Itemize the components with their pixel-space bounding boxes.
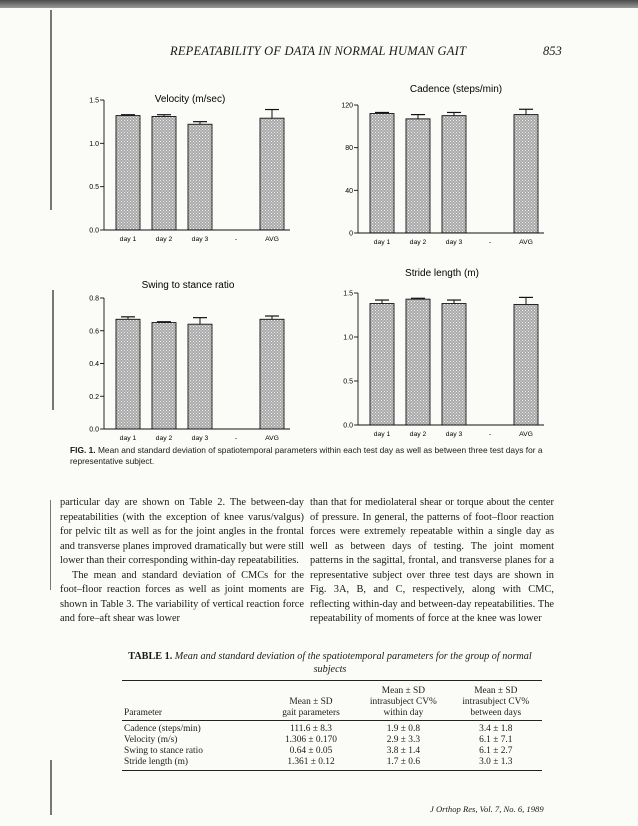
y-tick-label: 1.0 <box>89 140 99 148</box>
scan-margin-line <box>50 760 52 815</box>
table-cell: 111.6 ± 8.3 <box>290 724 332 734</box>
y-tick-label: 0.0 <box>89 426 99 434</box>
chart-title: Velocity (m/sec) <box>154 94 226 105</box>
table-cell: 3.4 ± 1.8 <box>479 724 513 734</box>
y-tick-label: 0.0 <box>343 422 353 430</box>
table-row <box>122 721 542 736</box>
table-cell: 3.0 ± 1.3 <box>450 757 542 771</box>
col-header-line: Mean ± SD <box>474 686 518 696</box>
body-column-right <box>310 496 554 627</box>
running-head: REPEATABILITY OF DATA IN NORMAL HUMAN GAIT <box>170 44 467 58</box>
table-cell: 1.7 ± 0.6 <box>357 757 449 771</box>
swing-stance-chart <box>70 272 310 447</box>
x-tick-label: AVG <box>519 239 533 246</box>
x-tick-label: day 1 <box>119 236 137 243</box>
y-tick-label: 0.5 <box>343 378 353 386</box>
col-header-line: intrasubject CV% <box>369 697 437 707</box>
bar <box>188 124 212 230</box>
x-tick-label: day 2 <box>155 435 173 442</box>
bar <box>152 116 176 230</box>
y-tick-label: 120 <box>341 102 353 110</box>
x-tick-label: - <box>234 435 238 442</box>
x-tick-label: day 3 <box>191 236 209 243</box>
col-header-between-days <box>450 681 542 721</box>
x-tick-label: - <box>234 236 238 243</box>
chart-title: Swing to stance ratio <box>141 280 235 291</box>
bar <box>442 304 466 425</box>
table-cell: 1.361 ± 0.12 <box>265 757 357 771</box>
col-header-gait <box>265 681 357 721</box>
bar <box>442 116 466 233</box>
y-tick-label: 0.0 <box>89 227 99 235</box>
y-tick-label: 0.8 <box>89 295 99 303</box>
bar <box>152 323 176 429</box>
scan-margin-line <box>50 500 51 590</box>
col-header-line: between days <box>470 708 522 718</box>
table-row <box>122 735 542 746</box>
bar <box>116 116 140 230</box>
bar <box>260 319 284 429</box>
bar <box>406 119 430 233</box>
x-tick-label: - <box>488 431 492 438</box>
table-title: Mean and standard deviation of the spatiotemporal parameters for the group of normal subjects <box>174 651 532 675</box>
col-header-line: Mean ± SD <box>289 697 333 707</box>
figure-label: FIG. 1. <box>70 445 96 455</box>
col-header-line: gait parameters <box>282 708 340 718</box>
x-tick-label: day 1 <box>373 239 391 246</box>
table-cell: 3.8 ± 1.4 <box>386 746 421 756</box>
journal-footer: J Orthop Res, Vol. 7, No. 6, 1989 <box>430 804 544 814</box>
table-cell: 2.9 ± 3.3 <box>386 735 421 745</box>
chart-title: Cadence (steps/min) <box>409 84 503 95</box>
body-column-left <box>60 496 304 627</box>
col-header-line: Mean ± SD <box>381 686 425 696</box>
x-tick-label: day 1 <box>119 435 137 442</box>
table-cell: 1.306 ± 0.170 <box>284 735 337 745</box>
y-tick-label: 0.2 <box>89 393 99 401</box>
x-tick-label: day 2 <box>409 239 427 246</box>
y-tick-label: 1.5 <box>89 97 99 105</box>
x-tick-label: day 3 <box>445 239 463 246</box>
col-header-line: within day <box>383 708 424 718</box>
x-tick-label: AVG <box>265 435 279 442</box>
table-cell: 0.64 ± 0.05 <box>289 746 333 756</box>
table-cell: 6.1 ± 7.1 <box>479 735 513 745</box>
x-tick-label: - <box>488 239 492 246</box>
table-cell: Stride length (m) <box>122 757 265 771</box>
y-tick-label: 0.6 <box>89 328 99 336</box>
scan-margin-line <box>50 10 52 210</box>
table-cell: Swing to stance ratio <box>124 746 203 756</box>
body-paragraph: particular day are shown on Table 2. The between-day repeatabilities (with the exception of knee varus/valgus) for pelvic tilt as well as for the joint angles in the frontal and transverse planes improved dramatically but were still lower than their corresponding within-day repeatabilities. <box>60 497 304 566</box>
col-header-parameter <box>122 681 265 721</box>
table-cell: 1.9 ± 0.8 <box>386 724 421 734</box>
col-header-line: intrasubject CV% <box>462 697 530 707</box>
y-tick-label: 1.0 <box>343 334 353 342</box>
bar <box>370 114 394 233</box>
velocity-chart <box>70 78 310 253</box>
x-tick-label: AVG <box>265 236 279 243</box>
table-label: TABLE 1. <box>128 651 173 662</box>
y-tick-label: 1.5 <box>343 290 353 298</box>
table-caption <box>120 650 540 676</box>
x-tick-label: day 2 <box>409 431 427 438</box>
bar <box>406 299 430 425</box>
x-tick-label: day 3 <box>191 435 209 442</box>
table-cell: Velocity (m/s) <box>124 735 178 745</box>
table-header-row <box>122 681 542 721</box>
bar <box>370 304 394 425</box>
y-tick-label: 80 <box>345 145 353 153</box>
bar <box>260 118 284 230</box>
scan-top-band <box>0 0 638 8</box>
stride-length-chart <box>324 262 564 447</box>
col-header-line: Parameter <box>124 708 162 718</box>
table-1 <box>122 680 542 771</box>
y-tick-label: 0.5 <box>89 184 99 192</box>
table-row <box>122 757 542 771</box>
page-number: 853 <box>543 44 562 58</box>
cadence-chart <box>324 78 564 253</box>
scan-margin-line <box>52 290 54 410</box>
body-paragraph: The mean and standard deviation of CMCs for the foot–floor reaction forces as well as joint moments are shown in Table 3. The variability of vertical reaction force and fore–aft shear was lower <box>60 569 304 624</box>
figure-caption-text: Mean and standard deviation of spatiotemporal parameters within each test day as well as between three test days for a representative subject. <box>70 445 543 466</box>
table-cell: Cadence (steps/min) <box>124 724 201 734</box>
x-tick-label: AVG <box>519 431 533 438</box>
bar <box>514 115 538 233</box>
x-tick-label: day 3 <box>445 431 463 438</box>
y-tick-label: 40 <box>345 187 353 195</box>
x-tick-label: day 2 <box>155 236 173 243</box>
chart-title: Stride length (m) <box>405 268 479 279</box>
x-tick-label: day 1 <box>373 431 391 438</box>
bar <box>188 324 212 429</box>
table-cell: 6.1 ± 2.7 <box>479 746 513 756</box>
y-tick-label: 0 <box>349 230 353 238</box>
body-paragraph: than that for mediolateral shear or torque about the center of pressure. In general, the patterns of foot–floor reaction forces were extremely repeatable within a single day as well as between days of testing. The joint moment patterns in the sagittal, frontal, and transverse planes for a representative subject over three test days are shown in Fig. 3A, B, and C, respectively, along with CMC, reflecting within-day and between-day repeatabilities. The repeatability of moments of force at the knee was lower <box>310 497 554 624</box>
figure-caption <box>70 445 560 467</box>
y-tick-label: 0.4 <box>89 361 99 368</box>
table-row <box>122 746 542 757</box>
bar <box>116 319 140 429</box>
col-header-within-day <box>357 681 449 721</box>
bar <box>514 304 538 425</box>
